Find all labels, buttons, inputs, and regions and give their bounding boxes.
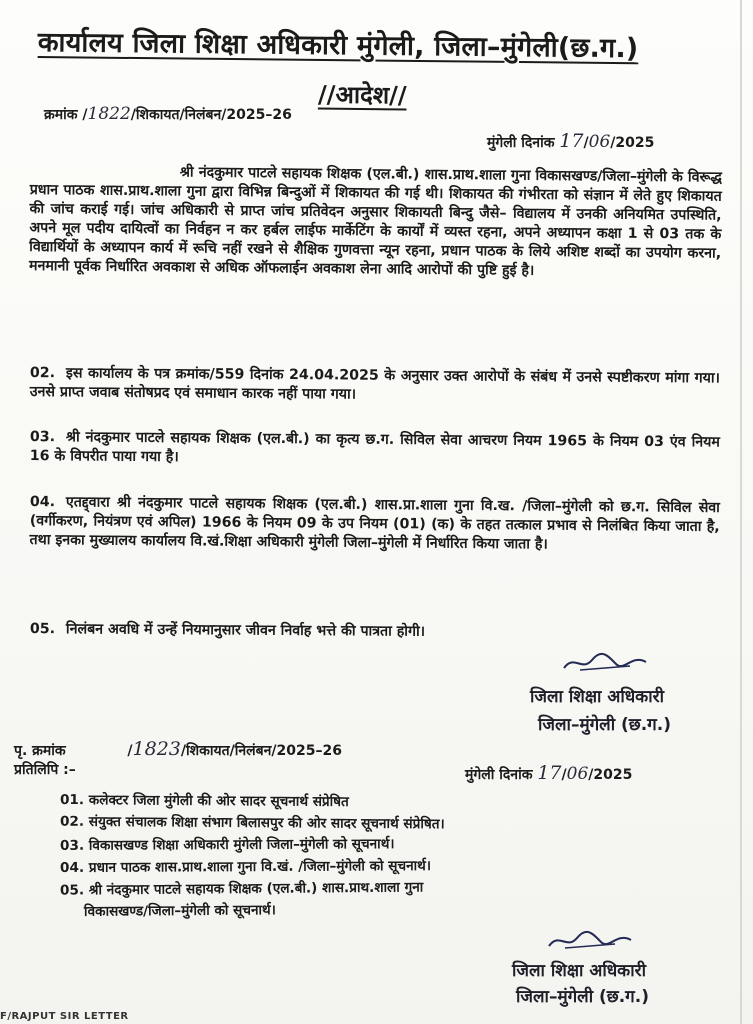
order-heading: //आदेश// [317,80,407,110]
order-date-line: मुंगेली दिनांक 17/06/2025 [487,130,655,152]
footer-file-label: F/RAJPUT SIR LETTER [0,1011,129,1022]
copy-list-item [60,855,431,876]
order-number-label: क्रमांक [44,107,78,123]
copy-list-item-continuation: विकासखण्ड/जिला–मुंगेली को सूचनार्थ। [83,902,276,920]
copy-item-number: 02. [59,813,85,830]
copy-number-suffix: /शिकायत/निलंबन/2025–26 [180,743,342,759]
copy-item-number: 01. [59,791,85,809]
signature-1-district: जिला–मुंगेली (छ.ग.) [538,715,671,735]
officer-signature-2 [545,928,635,954]
copy-item-text: प्रधान पाठक शास.प्राथ.शाला गुना वि.खं. /जिला–मुंगेली को सूचनार्थ। [88,858,432,876]
copy-label: प्रतिलिपि :– [14,762,76,778]
copy-item-number: 05. [59,882,85,899]
copy-list-item [60,789,349,810]
signature-2-district: जिला–मुंगेली (छ.ग.) [516,987,649,1007]
copy-date-month: 06 [566,764,589,784]
copy-item-text: विकासखण्ड शिक्षा अधिकारी मुंगेली जिला–मुंगेली को सूचनार्थ। [88,836,395,854]
copy-item-number: 04. [59,859,85,876]
para-3-text: श्री नंदकुमार पाटले सहायक शिक्षक (एल.बी.) का कृत्य छ.ग. सिविल सेवा आचरण नियम 1965 के नियम 03 एंव नियम 16 के विपरीत पाया गया है। [29,429,720,466]
order-number-line: क्रमांक /1822/शिकायत/निलंबन/2025–26 [44,104,292,124]
order-date-label: मुंगेली दिनांक [487,135,555,151]
copy-item-text: संयुक्त संचालक शिक्षा संभाग बिलासपुर की ओर सादर सूचनार्थ संप्रेषित। [88,813,445,833]
order-date-month: 06 [588,132,611,152]
signature-1-designation: जिला शिक्षा अधिकारी [530,687,664,707]
copy-date-year: /2025 [588,767,633,783]
para-2-number: 02. [29,364,56,382]
order-number-value: 1822 [87,104,131,124]
copy-date-day: 17 [537,762,562,784]
para-5-text: निलंबन अवधि में उन्हें नियमानुसार जीवन निर्वाह भत्ते की पात्रता होगी। [65,621,426,640]
order-number-suffix: /शिकायत/निलंबन/2025–26 [130,107,292,123]
copy-list-item [60,811,445,833]
copy-number-label: पृ. क्रमांक [14,743,66,759]
order-paragraph-3 [30,428,720,471]
order-paragraph-1: श्री नंदकुमार पाटले सहायक शिक्षक (एल.बी.) शास.प्राथ.शाला गुना विकासखण्ड/जिला–मुंगेली के विरूद्ध प्रधान पाठक शास.प्राथ.शाला गुना द्वारा विभिन्न बिन्दुओं में शिकायत की गई थी। शिकायत की गंभीरता को संज्ञान में लेते हुए शिकायत की जांच कराई गई। जांच अधिकारी से प्राप्त जांच प्रतिवेदन अनुसार शिकायती बिन्दु जैसे– विद्यालय में उनकी अनियमित उपस्थिति, अपने मूल पदीय दायित्वों का निर्वहन न कर हर्बल लाईफ मार्केटिंग के कार्यों में व्यस्त रहना, अपने अध्यापन कक्षा 1 से 03 तक के विद्यार्थियों के अध्यापन कार्य में रूचि नहीं रखने से शैक्षिक गुणवत्ता न्यून रहना, प्रधान पाठक के लिये अशिष्ट शब्दों का उपयोग करना, मनमानी पूर्वक निर्धारित अवकाश से अधिक ऑफलाईन अवकाश लेना आदि आरोपों की पुष्टि हुई है। [28,164,722,279]
officer-signature-1 [560,650,650,676]
copy-item-text: कलेक्टर जिला मुंगेली की ओर सादर सूचनार्थ संप्रेषित [88,792,349,811]
office-header-title: कार्यालय जिला शिक्षा अधिकारी मुंगेली, जिला–मुंगेली(छ.ग.) [37,26,639,65]
para-5-number: 05. [29,621,56,638]
order-paragraph-4 [30,493,720,556]
copy-date-label: मुंगेली दिनांक [465,767,533,783]
copy-item-number: 03. [59,837,85,854]
copy-list-item [60,876,423,898]
order-paragraph-2 [30,364,720,407]
para-2-text: इस कार्यालय के पत्र क्रमांक/559 दिनांक 24.04.2025 के अनुसार उक्त आरोपों के संबंध में उनसे स्पष्टीकरण मांगा गया। उनसे प्राप्त जवाब संतोषप्रद एवं समाधान कारक नहीं पाया गया। [29,365,720,403]
para-4-number: 04. [29,493,56,511]
page-edge [740,0,742,1024]
copy-number-line: पृ. क्रमांक /1823/शिकायत/निलंबन/2025–26 [14,738,342,760]
para-3-number: 03. [29,428,56,446]
copy-item-text: श्री नंदकुमार पाटले सहायक शिक्षक (एल.बी.) शास.प्राथ.शाला गुना [88,879,424,899]
copy-list-item [60,833,395,854]
order-paragraph-5 [30,620,720,644]
copy-date-line: मुंगेली दिनांक 17/06/2025 [465,762,633,784]
para-4-text: एतद्द्वारा श्री नंदकुमार पाटले सहायक शिक्षक (एल.बी.) शास.प्रा.शाला गुना वि.ख. /जिला–मुंगेली को छ.ग. सिविल सेवा (वर्गीकरण, नियंत्रण एवं अपिल) 1966 के नियम 09 के उप नियम (01) (क) के तहत तत्काल प्रभाव से निलंबित किया जाता है, तथा इनका मुख्यालय कार्यालय वि.खं.शिक्षा अधिकारी मुंगेली जिला–मुंगेली में निर्धारित किया जाता है। [29,494,720,553]
signature-2-designation: जिला शिक्षा अधिकारी [512,961,646,981]
order-date-year: /2025 [610,135,655,151]
copy-number-value: 1823 [132,738,181,760]
order-date-day: 17 [559,130,584,152]
